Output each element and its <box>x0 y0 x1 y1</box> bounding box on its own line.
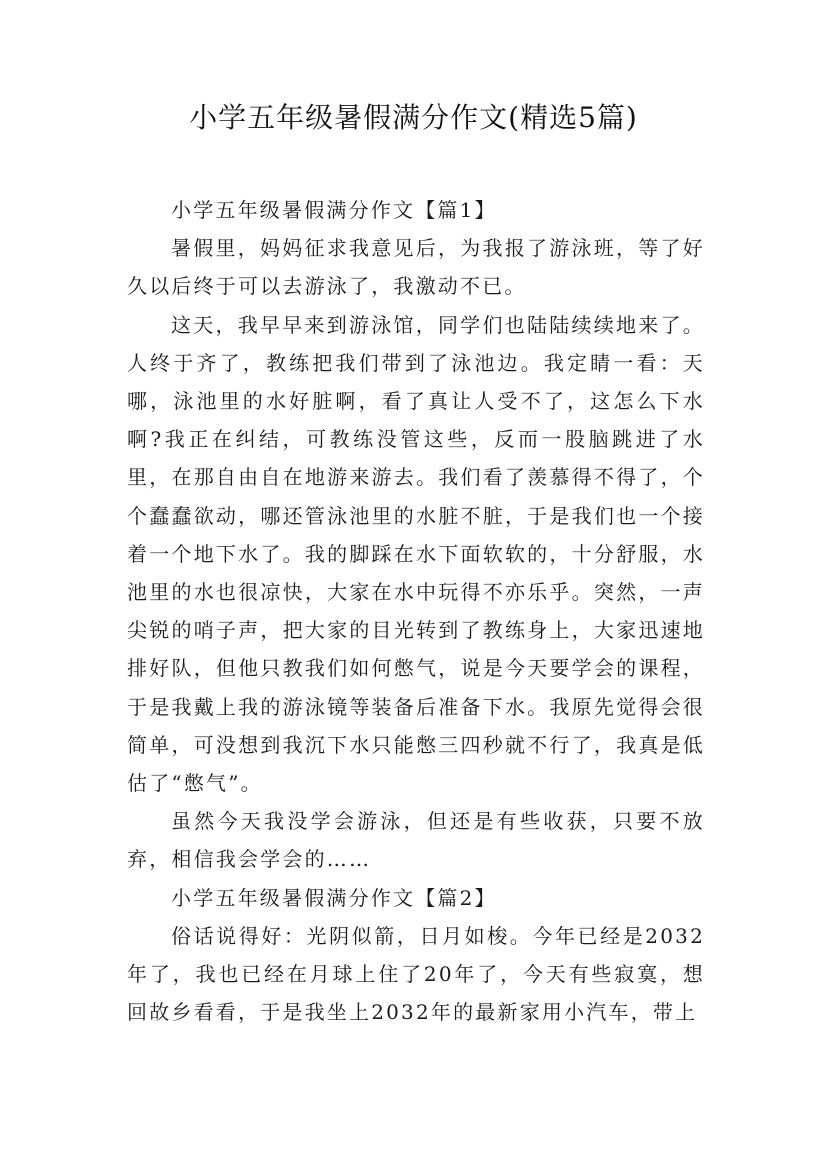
section-heading-1: 小学五年级暑假满分作文【篇1】 <box>171 198 497 222</box>
document-body <box>127 191 705 1031</box>
paragraph: 暑假里，妈妈征求我意见后，为我报了游泳班，等了好久以后终于可以去游泳了，我激动不已。 <box>127 236 705 299</box>
section-heading-2: 小学五年级暑假满分作文【篇2】 <box>171 885 497 910</box>
paragraph: 俗话说得好：光阴似箭，日月如梭。今年已经是2032年了，我也已经在月球上住了20年了，今天有些寂寞，想回故乡看看，于是我坐上2032年的最新家用小汽车，带上 <box>127 923 705 1025</box>
paragraph: 这天，我早早来到游泳馆，同学们也陆陆续续地来了。人终于齐了，教练把我们带到了泳池边。我定睛一看：天哪，泳池里的水好脏啊，看了真让人受不了，这怎么下水啊?我正在纠结，可教练没管这些，反而一股脑跳进了水里，在那自由自在地游来游去。我们看了羡慕得不得了，个个蠢蠢欲动，哪还管泳池里的水脏不脏，于是我们也一个接着一个地下水了。我的脚踩在水下面软软的，十分舒服，水池里的水也很凉快，大家在水中玩得不亦乐乎。突然，一声尖锐的哨子声，把大家的目光转到了教练身上，大家迅速地排好队，但他只教我们如何憋气，说是今天要学会的课程，于是我戴上我的游泳镜等装备后准备下水。我原先觉得会很简单，可没想到我沉下水只能憋三四秒就不行了，我真是低估了“憋气”。 <box>127 312 705 796</box>
document-title: 小学五年级暑假满分作文(精选5篇) <box>189 101 638 134</box>
paragraph: 虽然今天我没学会游泳，但还是有些收获，只要不放弃，相信我会学会的…… <box>127 809 705 872</box>
